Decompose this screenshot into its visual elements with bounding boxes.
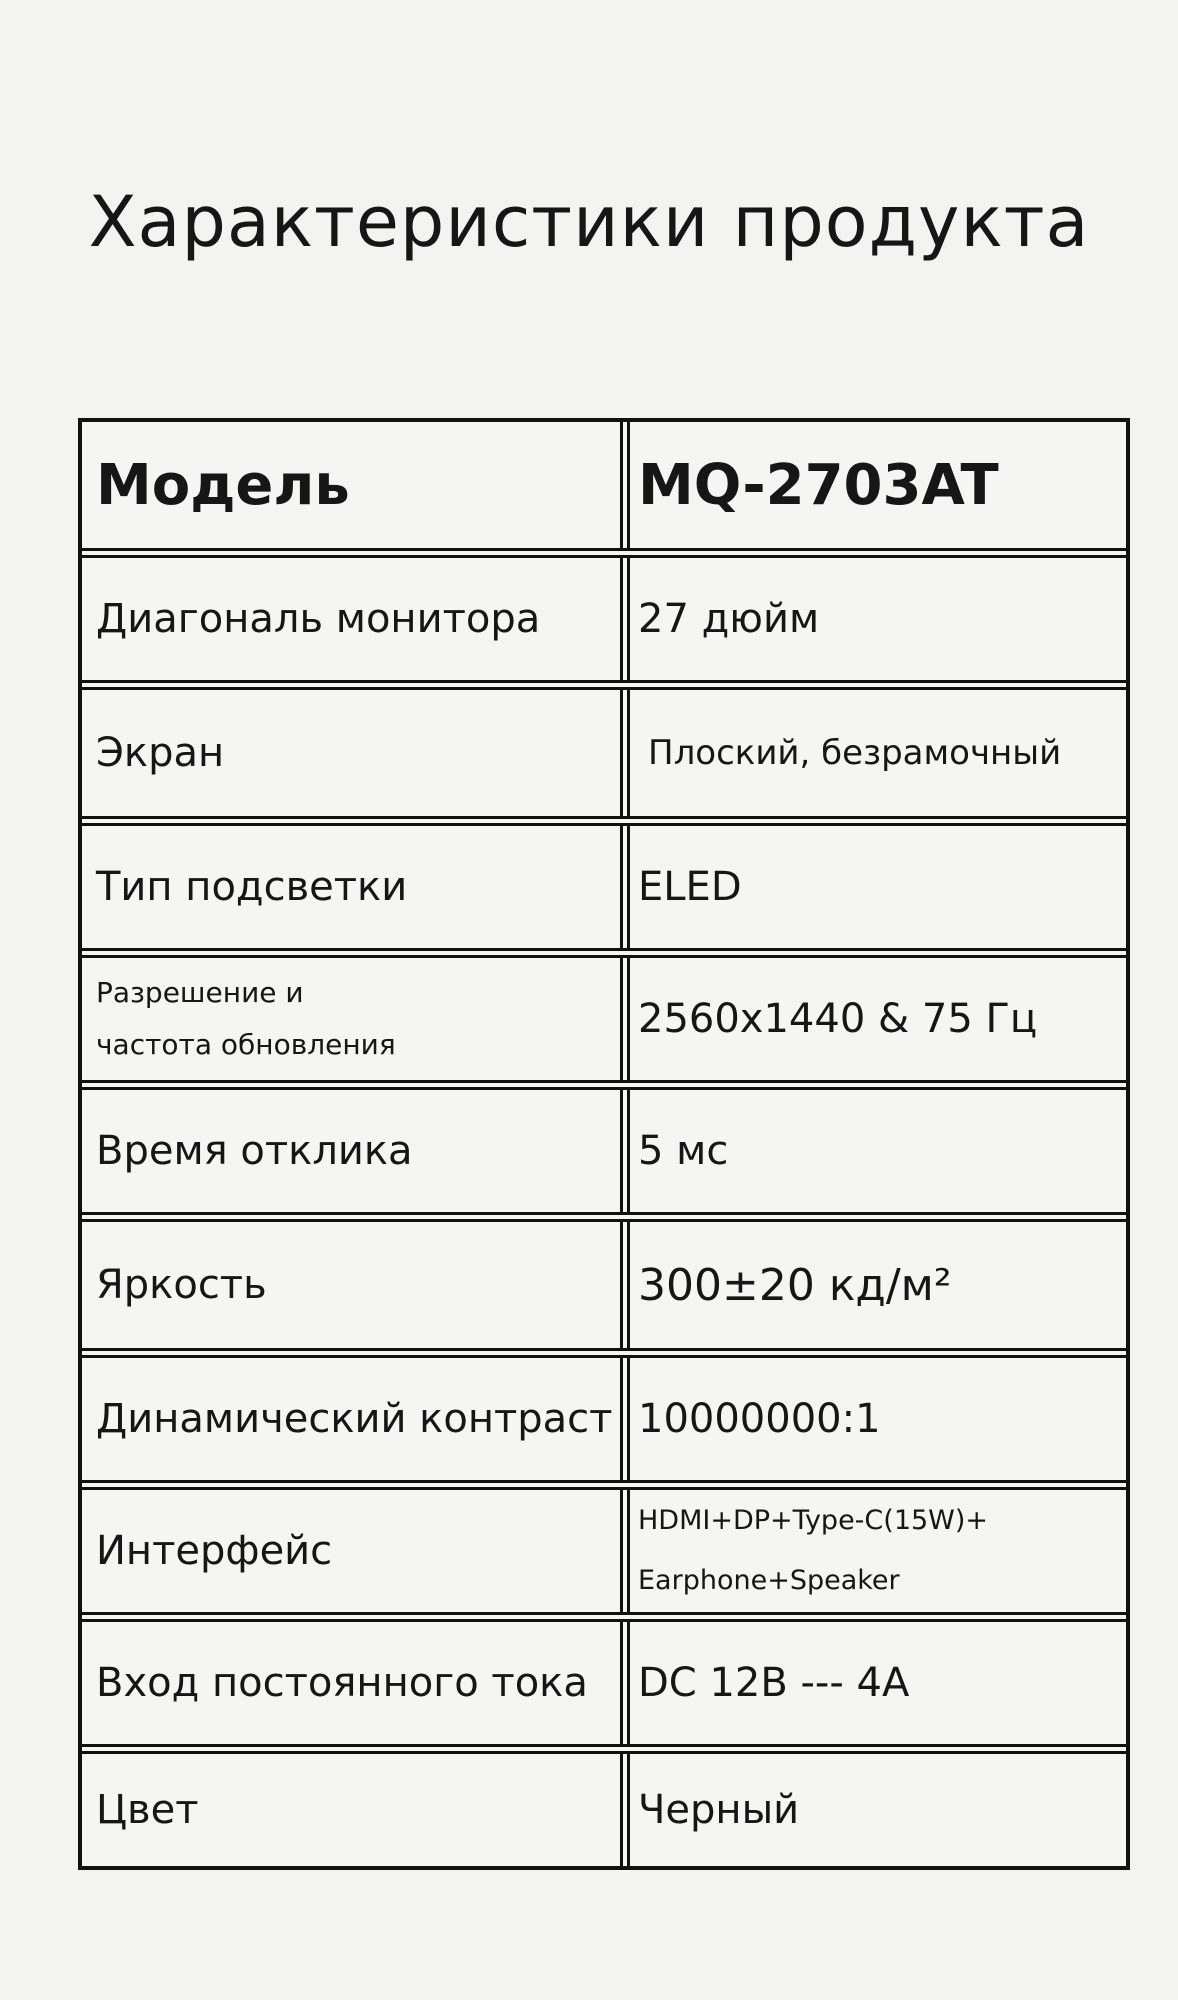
color-label: Цвет [96,1787,199,1833]
table-row-brightness [82,1222,1126,1348]
interface-value-line2: Earphone+Speaker [638,1565,900,1596]
table-row-diagonal [82,558,1126,680]
contrast-value: 10000000:1 [638,1396,881,1442]
row-divider [82,1612,1126,1622]
resolution-label-line1: Разрешение и [96,976,304,1009]
diagonal-value: 27 дюйм [638,596,820,642]
table-row-interface [82,1490,1126,1612]
row-divider [82,1744,1126,1754]
screen-value: Плоский, безрамочный [648,733,1062,773]
row-divider [82,1480,1126,1490]
contrast-label: Динамический контраст [96,1396,613,1442]
interface-value-line1: HDMI+DP+Type-C(15W)+ [638,1505,989,1536]
table-row-dc-input [82,1622,1126,1744]
table-row-header [82,422,1126,548]
row-divider [82,1080,1126,1090]
dc-input-label: Вход постоянного тока [96,1660,588,1706]
row-divider [82,948,1126,958]
backlight-value: ELED [638,864,742,910]
row-divider [82,548,1126,558]
backlight-label: Тип подсветки [96,864,408,910]
response-value: 5 мс [638,1128,729,1174]
brightness-value: 300±20 кд/м² [638,1259,952,1311]
row-divider [82,1212,1126,1222]
resolution-label [96,958,616,1080]
interface-label: Интерфейс [96,1528,333,1574]
color-value: Черный [638,1787,800,1833]
resolution-label-line2: частота обновления [96,1028,396,1061]
response-label: Время отклика [96,1128,413,1174]
row-divider [82,816,1126,826]
row-divider [82,680,1126,690]
page-title: Характеристики продукта [88,181,1090,263]
brightness-label: Яркость [96,1262,267,1308]
table-row-contrast [82,1358,1126,1480]
table-row-color [82,1754,1126,1866]
header-label: Модель [96,452,350,518]
diagonal-label: Диагональ монитора [96,596,541,642]
table-row-backlight [82,826,1126,948]
header-value: MQ-2703AT [638,452,999,518]
table-row-response [82,1090,1126,1212]
resolution-value: 2560x1440 & 75 Гц [638,996,1038,1042]
spec-table [78,418,1130,1870]
interface-value [638,1490,1126,1612]
table-row-resolution [82,958,1126,1080]
dc-input-value: DC 12B --- 4A [638,1660,910,1706]
row-divider [82,1348,1126,1358]
screen-label: Экран [96,730,225,776]
table-row-screen [82,690,1126,816]
